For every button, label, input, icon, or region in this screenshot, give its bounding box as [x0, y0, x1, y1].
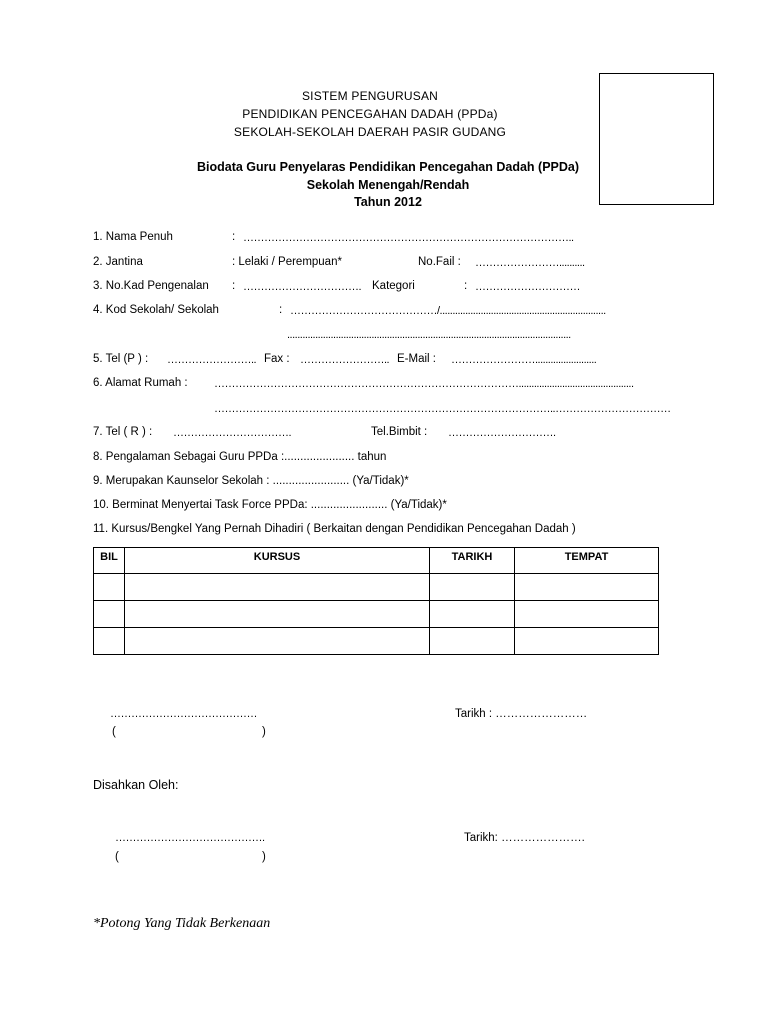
- field-kodsekolah-input-line2[interactable]: ...............................................................................................................: [287, 329, 571, 341]
- field-telp-label: 5. Tel (P ) :: [93, 353, 149, 365]
- field-telr-label: 7. Tel ( R ) :: [93, 426, 153, 438]
- table-cell[interactable]: [125, 574, 430, 601]
- field-nofail-input[interactable]: ……………………..........: [475, 257, 585, 269]
- col-header-tarikh: TARIKH: [430, 548, 515, 574]
- field-alamat-label: 6. Alamat Rumah :: [93, 377, 188, 389]
- field-kategori-input[interactable]: …………………………: [475, 281, 580, 293]
- table-cell[interactable]: [515, 628, 659, 655]
- table-cell[interactable]: [430, 574, 515, 601]
- tarikh-2[interactable]: Tarikh: ………………….: [464, 832, 585, 844]
- table-cell[interactable]: [515, 574, 659, 601]
- field-telbimbit-input[interactable]: ………………………….: [448, 427, 556, 439]
- field-nama-label: 1. Nama Penuh: [93, 231, 173, 243]
- field-nokad-label: 3. No.Kad Pengenalan: [93, 280, 209, 292]
- field-kategori-colon: :: [464, 280, 468, 292]
- table-cell[interactable]: [94, 601, 125, 628]
- field-kategori-label: Kategori: [372, 280, 415, 292]
- col-header-tempat: TEMPAT: [515, 548, 659, 574]
- field-nama-input[interactable]: …………………………………………………………………………………..: [243, 232, 574, 244]
- field-fax-input[interactable]: ……………………..: [300, 354, 390, 366]
- table-cell[interactable]: [430, 628, 515, 655]
- field-taskforce[interactable]: 10. Berminat Menyertai Task Force PPDa: ........................ (Ya/Tidak)*: [93, 499, 447, 511]
- signature-name-open-1: (: [112, 726, 116, 738]
- table-cell[interactable]: [94, 628, 125, 655]
- table-cell[interactable]: [125, 601, 430, 628]
- field-kodsekolah-label: 4. Kod Sekolah/ Sekolah: [93, 304, 219, 316]
- field-nama-colon: :: [232, 231, 236, 243]
- header-line-3: SEKOLAH-SEKOLAH DAERAH PASIR GUDANG: [233, 125, 507, 139]
- signature-name-open-2: (: [115, 851, 119, 863]
- disahkan-label: Disahkan Oleh:: [93, 778, 179, 792]
- footnote: *Potong Yang Tidak Berkenaan: [93, 916, 271, 931]
- field-kaunselor[interactable]: 9. Merupakan Kaunselor Sekolah : ........................ (Ya/Tidak)*: [93, 475, 409, 487]
- signature-name-close-1: ): [262, 726, 266, 738]
- table-cell[interactable]: [125, 628, 430, 655]
- field-email-input[interactable]: ……………………........................: [451, 354, 597, 366]
- field-alamat-input-line2[interactable]: ……………………………………………………………………………………..……………………………: [214, 403, 671, 415]
- field-nokad-input[interactable]: …………………………….: [243, 281, 362, 293]
- signature-name-close-2: ): [262, 851, 266, 863]
- table-row: [94, 628, 659, 655]
- table-cell[interactable]: [430, 601, 515, 628]
- header-line-2: PENDIDIKAN PENCEGAHAN DADAH (PPDa): [242, 107, 498, 121]
- col-header-bil: BIL: [94, 548, 125, 574]
- signature-line-1[interactable]: ……………………………………: [110, 708, 257, 720]
- field-kodsekolah-colon: :: [279, 304, 283, 316]
- field-telr-input[interactable]: …………………………….: [173, 427, 292, 439]
- field-kursus-label: 11. Kursus/Bengkel Yang Pernah Dihadiri ( Berkaitan dengan Pendidikan Pencegahan Dadah ): [93, 523, 576, 535]
- table-row: [94, 574, 659, 601]
- kursus-table: [93, 547, 659, 655]
- col-header-kursus: KURSUS: [125, 548, 430, 574]
- field-telp-input[interactable]: ……………………..: [167, 354, 257, 366]
- field-telbimbit-label: Tel.Bimbit :: [371, 426, 428, 438]
- field-fax-label: Fax :: [264, 353, 290, 365]
- header-line-1: SISTEM PENGURUSAN: [301, 89, 439, 103]
- field-nofail-label: No.Fail :: [418, 256, 461, 268]
- table-cell[interactable]: [94, 574, 125, 601]
- table-row: [94, 601, 659, 628]
- field-email-label: E-Mail :: [397, 353, 436, 365]
- table-header-row: [94, 548, 659, 574]
- field-alamat-input[interactable]: …………………………………………………………………………….............................................: [214, 378, 634, 390]
- form-title: Biodata Guru Penyelaras Pendidikan Pencegahan Dadah (PPDa): [196, 160, 580, 174]
- field-pengalaman[interactable]: 8. Pengalaman Sebagai Guru PPDa :...................... tahun: [93, 451, 387, 463]
- field-jantina-value[interactable]: : Lelaki / Perempuan*: [232, 256, 342, 268]
- form-subtitle: Sekolah Menengah/Rendah: [306, 178, 470, 192]
- field-jantina-label: 2. Jantina: [93, 256, 143, 268]
- signature-line-2[interactable]: …………………………………….: [115, 832, 265, 844]
- field-nokad-colon: :: [232, 280, 236, 292]
- field-kodsekolah-input[interactable]: ……………………………………/.................................................................: [290, 305, 606, 317]
- tarikh-1[interactable]: Tarikh : ……………………: [455, 708, 588, 720]
- table-cell[interactable]: [515, 601, 659, 628]
- form-year: Tahun 2012: [354, 195, 422, 209]
